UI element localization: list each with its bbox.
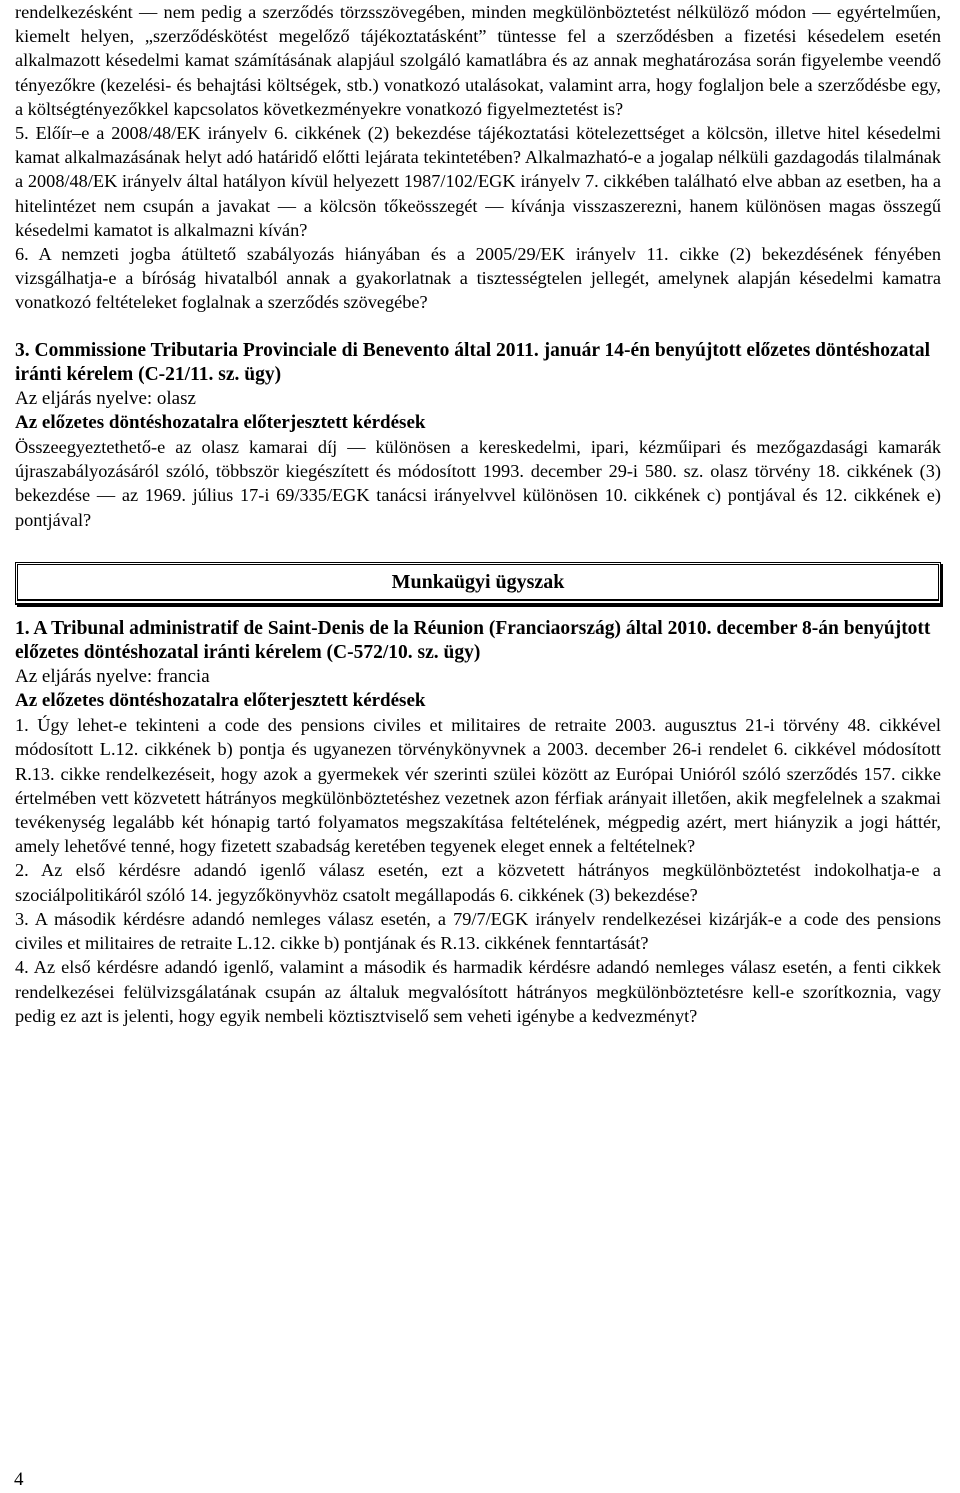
spacer <box>15 315 941 339</box>
case-3-language: Az eljárás nyelve: olasz <box>15 388 196 410</box>
case-3-question: Összeegyeztethető-e az olasz kamarai díj — különösen a kereskedelmi, ipari, kézműipari és mezőgazdasági kamarák újraszabályozásáról szóló, többször kiegészített és módosított 1993. december 29-i 580. sz. olasz törvény 18. cikkének (3) bekezdése — az 1969. július 17-i 69/335/EGK tanácsi irányelvvel különösen 10. cikkének c) pontjával és 12. cikkének e) pontjával? <box>15 437 941 530</box>
case-3-heading: 3. Commissione Tributaria Provinciale di Benevento által 2011. január 14-én benyújtott előzetes döntéshozatal iránti kérelem (C-21/11. sz. ügy) <box>15 339 931 385</box>
case-1-question-3: 3. A második kérdésre adandó nemleges válasz esetén, a 79/7/EGK irányelv rendelkezései kizárják-e a code des pensions civiles et militaires de retraite L.12. cikke b) pontjának és R.13. cikkének fenntartását? <box>15 908 941 954</box>
paragraph-intro-continuation: rendelkezésként — nem pedig a szerződés törzsszövegében, minden megkülönböztetést nélkülöző módon — egyértelműen, kiemelt helyen, „szerződéskötést megelőző tájékoztatásként” tüntesse fel a szerződésben a fizetési késedelem esetén alkalmazott késedelmi kamat számításának alapjául szolgáló kamatlábra és az annak meghatározása során figyelembe veendő tényezőkre (kezelési- és behajtási költségek, stb.) vonatkozó utalásokat, valamint arra, hogy foglaljon bele a szerződésbe egy, a költségtényezőkkel kapcsolatos következményekre vonatkozó figyelmeztetést is? <box>15 2 941 119</box>
case-1-question-4: 4. Az első kérdésre adandó igenlő, valamint a második és harmadik kérdésre adandó nemleges válasz esetén, a fenti cikkek rendelkezései felülvizsgálatának csupán az általuk megvalósított hátrányos megkülönböztetésre kell-e szorítkoznia, vagy pedig ez azt is jelenti, hogy egyik nembeli köztisztviselő sem veheti igénybe a kedvezményt? <box>15 957 941 1026</box>
question-5: 5. Előír–e a 2008/48/EK irányelv 6. cikkének (2) bekezdése tájékoztatási kötelezettséget a kölcsön, illetve hitel késedelmi kamat alkalmazásának helyt adó határidő előtti lejárata tekintetében? Alkalmazható-e a jogalap nélküli gazdagodás tilalmának a 2008/48/EK irányelv által hatályon kívül helyezett 1987/102/EGK irányelv 7. cikkében található elve abban az esetben, ha a hitelintézet nem csupán a javakat — a kölcsön tőkeösszegét — kívánja visszaszerezni, hanem különösen magas összegű késedelmi kamatot is alkalmazni kíván? <box>15 123 941 240</box>
section-banner-wrapper <box>15 562 941 605</box>
case-3-questions-title: Az előzetes döntéshozatalra előterjesztett kérdések <box>15 412 426 434</box>
case-1-questions-title: Az előzetes döntéshozatalra előterjesztett kérdések <box>15 690 426 712</box>
page-number: 4 <box>14 1469 24 1490</box>
case-1-question-1: 1. Úgy lehet-e tekinteni a code des pensions civiles et militaires de retraite 2003. augusztus 21-i törvény 48. cikkével módosított L.12. cikkének b) pontja és ugyanezen törvénykönyvnek a 2003. december 26-i rendelet 6. cikkével módosított R.13. cikke rendelkezéseit, hogy azok a gyermekek vér szerinti szülei között az Európai Unióról szóló szerződés 157. cikke értelmében vett közvetett hátrányos megkülönböztetéshez vezetnek azon férfiak arányait illetően, akik megfelelnek a szakmai tevékenység legalább két hónapig tartó folyamatos megszakítása feltételének, mégpedig azért, mert hiányzik a jogi háttér, amely lehetővé tenné, hogy fizetett szabadság keretében tegyenek eleget ennek a feltételnek? <box>15 715 941 857</box>
case-1-language: Az eljárás nyelve: francia <box>15 666 210 688</box>
document-page <box>15 0 941 1028</box>
section-banner-title: Munkaügyi ügyszak <box>391 570 565 593</box>
case-1-heading: 1. A Tribunal administratif de Saint-Denis de la Réunion (Franciaország) által 2010. december 8-án benyújtott előzetes döntéshozatal iránti kérelem (C-572/10. sz. ügy) <box>15 617 931 664</box>
section-banner <box>15 562 941 605</box>
question-6: 6. A nemzeti jogba átültető szabályozás hiányában és a 2005/29/EK irányelv 11. cikke (2) bekezdésének fényében vizsgálhatja-e a bíróság hivatalból annak a gyakorlatnak a tisztességtelen jellegét, amelynek alapján késedelmi kamatra vonatkozó feltételeket foglalnak a szerződés szövegébe? <box>15 244 941 313</box>
case-1-question-2: 2. Az első kérdésre adandó igenlő válasz esetén, ezt a közvetett hátrányos megkülönböztetést indokolhatja-e a szociálpolitikáról szóló 14. jegyzőkönyvhöz csatolt megállapodás 6. cikkének (3) bekezdése? <box>15 860 941 905</box>
